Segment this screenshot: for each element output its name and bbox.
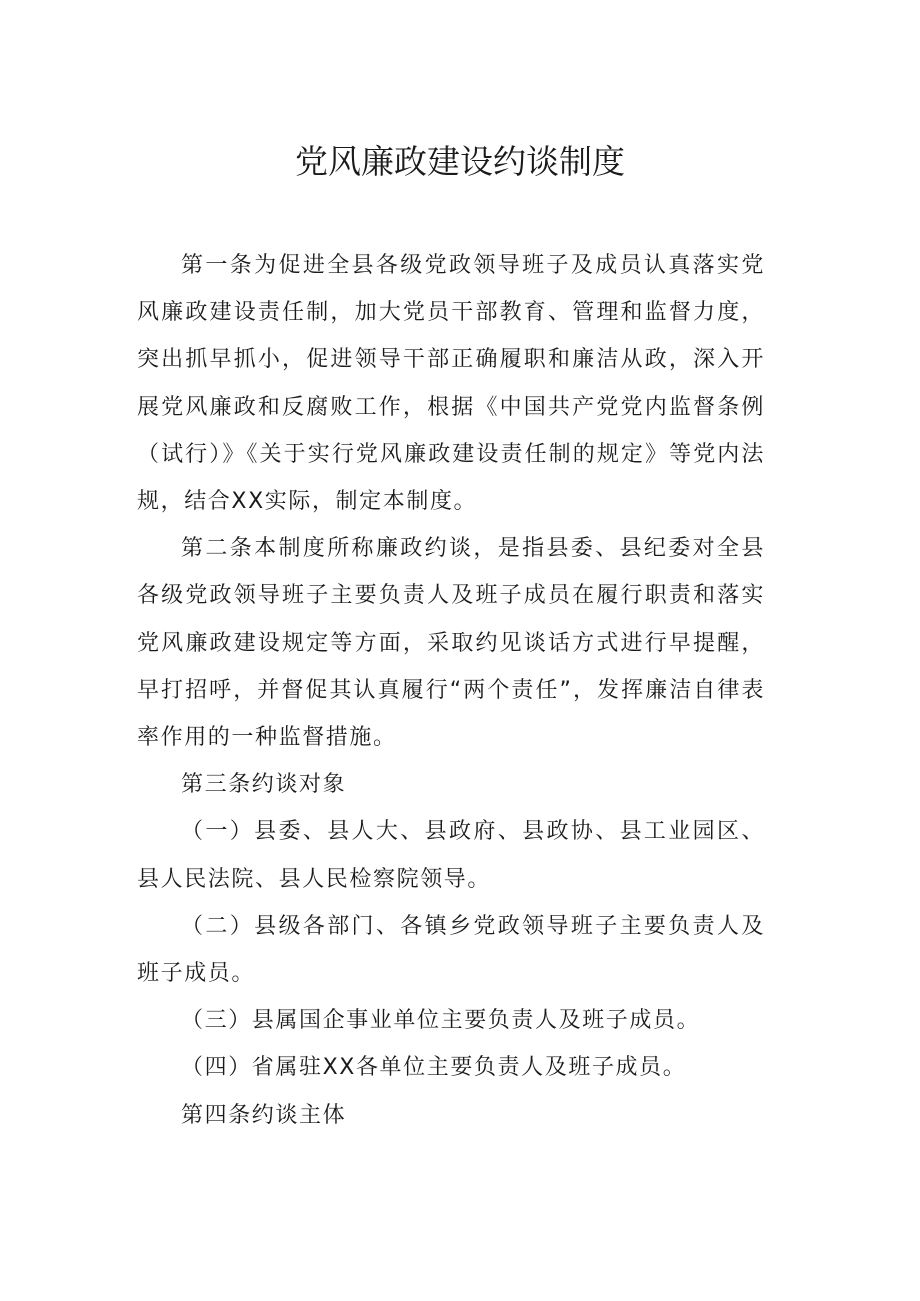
document-title: 党风廉政建设约谈制度 [295,142,625,181]
document-body [137,242,765,1139]
paragraph-article-3-item-1: （一）县委、县人大、县政府、县政协、县工业园区、县人民法院、县人民检察院领导。 [137,819,765,892]
paragraph-article-1: 第一条为促进全县各级党政领导班子及成员认真落实党风廉政建设责任制，加大党员干部教育、管理和监督力度，突出抓早抓小，促进领导干部正确履职和廉洁从政，深入开展党风廉政和反腐败工作，根据《中国共产党党内监督条例（试行）》《关于实行党风廉政建设责任制的规定》等党内法规，结合XX实际，制定本制度。 [137,253,765,515]
paragraph-article-3-item-2: （二）县级各部门、各镇乡党政领导班子主要负责人及班子成员。 [137,913,765,987]
paragraph-article-3-item-4: （四）省属驻XX各单位主要负责人及班子成员。 [181,1055,687,1081]
paragraph-article-3-heading: 第三条约谈对象 [181,772,347,798]
paragraph-article-2: 第二条本制度所称廉政约谈，是指县委、县纪委对全县各级党政领导班子主要负责人及班子成员在履行职责和落实党风廉政建设规定等方面，采取约见谈话方式进行早提醒，早打招呼，并督促其认真履行“两个责任”，发挥廉洁自律表率作用的一种监督措施。 [137,536,765,751]
paragraph-article-3-item-3: （三）县属国企事业单位主要负责人及班子成员。 [181,1008,701,1034]
paragraph-article-4-heading: 第四条约谈主体 [181,1102,347,1128]
